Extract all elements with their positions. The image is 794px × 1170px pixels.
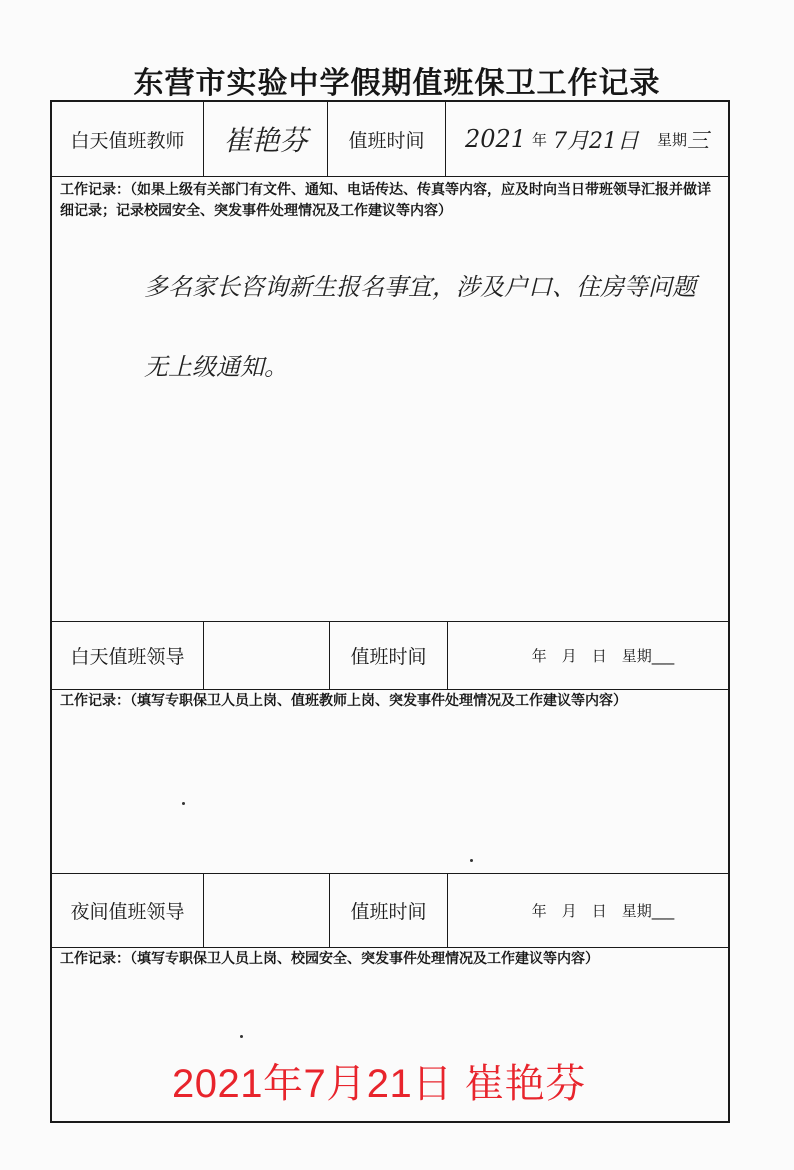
day-leader-date: 年 月 日 星期___ [531, 646, 675, 665]
day-teacher-label: 白天值班教师 [52, 102, 204, 176]
date-year-unit: 年 [532, 130, 548, 149]
divider [52, 689, 728, 690]
night-leader-label: 夜间值班领导 [52, 873, 204, 947]
night-leader-row [52, 873, 728, 947]
night-leader-name-blank [204, 873, 330, 947]
day-teacher-row [52, 102, 728, 176]
day-leader-row [52, 621, 728, 689]
night-leader-date: 年 月 日 星期___ [531, 901, 675, 920]
night-leader-time-label: 值班时间 [330, 873, 448, 947]
night-leader-record-heading: 工作记录：（填写专职保卫人员上岗、校园安全、突发事件处理情况及工作建议等内容） [60, 951, 599, 967]
record-line-1: 多名家长咨询新生报名事宜，涉及户口、住房等问题 [144, 273, 696, 301]
day-leader-label: 白天值班领导 [52, 621, 204, 689]
page-title: 东营市实验中学假期值班保卫工作记录 [133, 66, 661, 101]
ink-speck [470, 859, 473, 862]
date-weekday-label: 星期 [657, 130, 688, 149]
record-line-2: 无上级通知。 [144, 353, 288, 381]
ink-speck [182, 802, 185, 805]
ink-speck [240, 1035, 243, 1038]
date-year: 2021 [464, 125, 527, 153]
duty-record-form [50, 100, 730, 1123]
date-month-day: 7月21日 [553, 128, 640, 154]
divider [52, 947, 728, 948]
day-teacher-time-label: 值班时间 [328, 102, 446, 176]
day-leader-record-heading: 工作记录：（填写专职保卫人员上岗、值班教师上岗、突发事件处理情况及工作建议等内容） [60, 693, 627, 709]
day-leader-name-blank [204, 621, 330, 689]
date-name-stamp: 2021年7月21日 崔艳芬 [172, 1062, 586, 1106]
date-weekday: 三 [687, 128, 710, 154]
day-teacher-date [446, 102, 728, 176]
divider [52, 176, 728, 177]
day-teacher-record-heading: 工作记录：（如果上级有关部门有文件、通知、电话传达、传真等内容，应及时向当日带班领导汇报并做详细记录；记录校园安全、突发事件处理情况及工作建议等内容） [60, 182, 711, 219]
day-teacher-name: 崔艳芬 [204, 102, 328, 176]
day-leader-time-label: 值班时间 [330, 621, 448, 689]
